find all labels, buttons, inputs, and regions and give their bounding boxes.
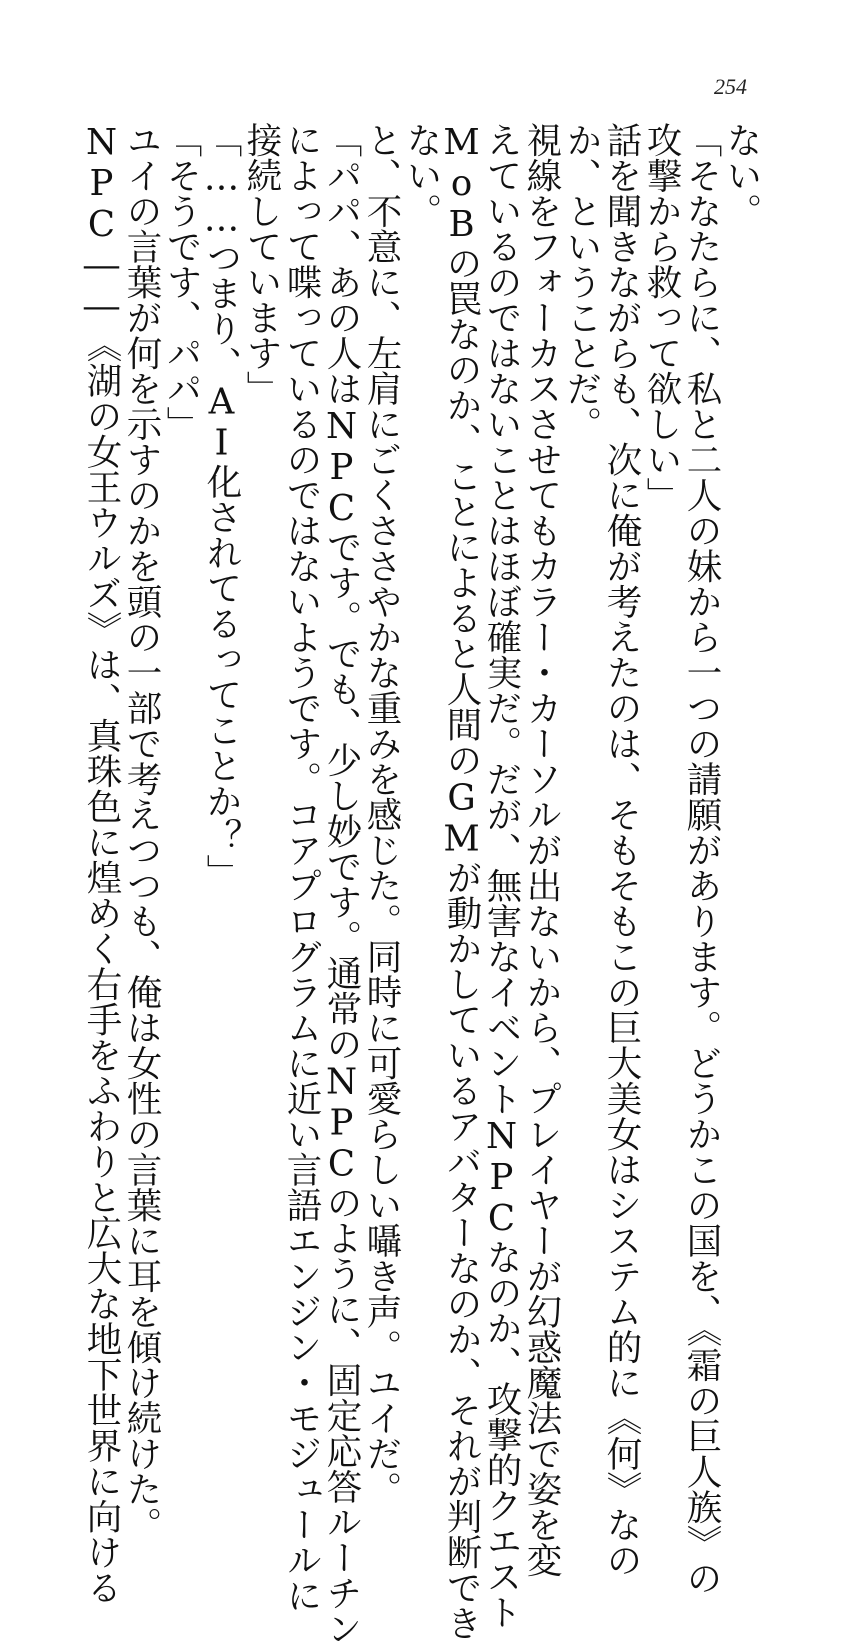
text-column-8: MoBの罠なのか、ことによると人間のGMが動かしているアバターなのか、それが判断でき [441,122,482,1641]
text-column-11: 「パパ、あの人はNPCです。でも、少し妙です。通常のNPCのように、固定応答ルーチン [321,122,362,1646]
text-column-12: によって喋っているのではないようです。コアプログラムに近い言語エンジン・モジュールに [281,122,322,1613]
text-column-9: ない。 [401,122,442,229]
text-column-6: 視線をフォーカスさせてもカラー・カーソルが出ないから、プレイヤーが幻惑魔法で姿を変 [521,122,562,1578]
text-column-14: 「……つまり、AI化されてるってことか？」 [201,122,242,890]
text-column-16: ユイの言葉が何を示すのかを頭の一部で考えつつも、俺は女性の言葉に耳を傾け続けた。 [121,122,162,1542]
text-column-13: 接続しています」 [241,122,282,406]
text-column-2: 「そなたらに、私と二人の妹から一つの請願があります。どうかこの国を、《霜の巨人族》の [681,122,722,1596]
text-column-4: 話を聞きながらも、次に俺が考えたのは、そもそもこの巨大美女はシステム的に《何》なの [601,122,642,1578]
page-number: 254 [714,74,747,99]
text-column-5: か、ということだ。 [561,122,602,442]
text-column-15: 「そうです、パパ」 [161,122,202,442]
text-column-7: えているのではないことはほぼ確実だ。だが、無害なイベントNPCなのか、攻撃的クエスト [481,122,522,1630]
text-column-3: 攻撃から救って欲しい」 [641,122,682,513]
text-column-17: NPC――《湖の女王ウルズ》は、真珠色に煌めく右手をふわりと広大な地下世界に向ける [81,122,122,1605]
text-column-10: と、不意に、左肩にごくささやかな重みを感じた。同時に可愛らしい囁き声。ユイだ。 [361,122,402,1507]
text-column-1: ない。 [721,122,762,229]
